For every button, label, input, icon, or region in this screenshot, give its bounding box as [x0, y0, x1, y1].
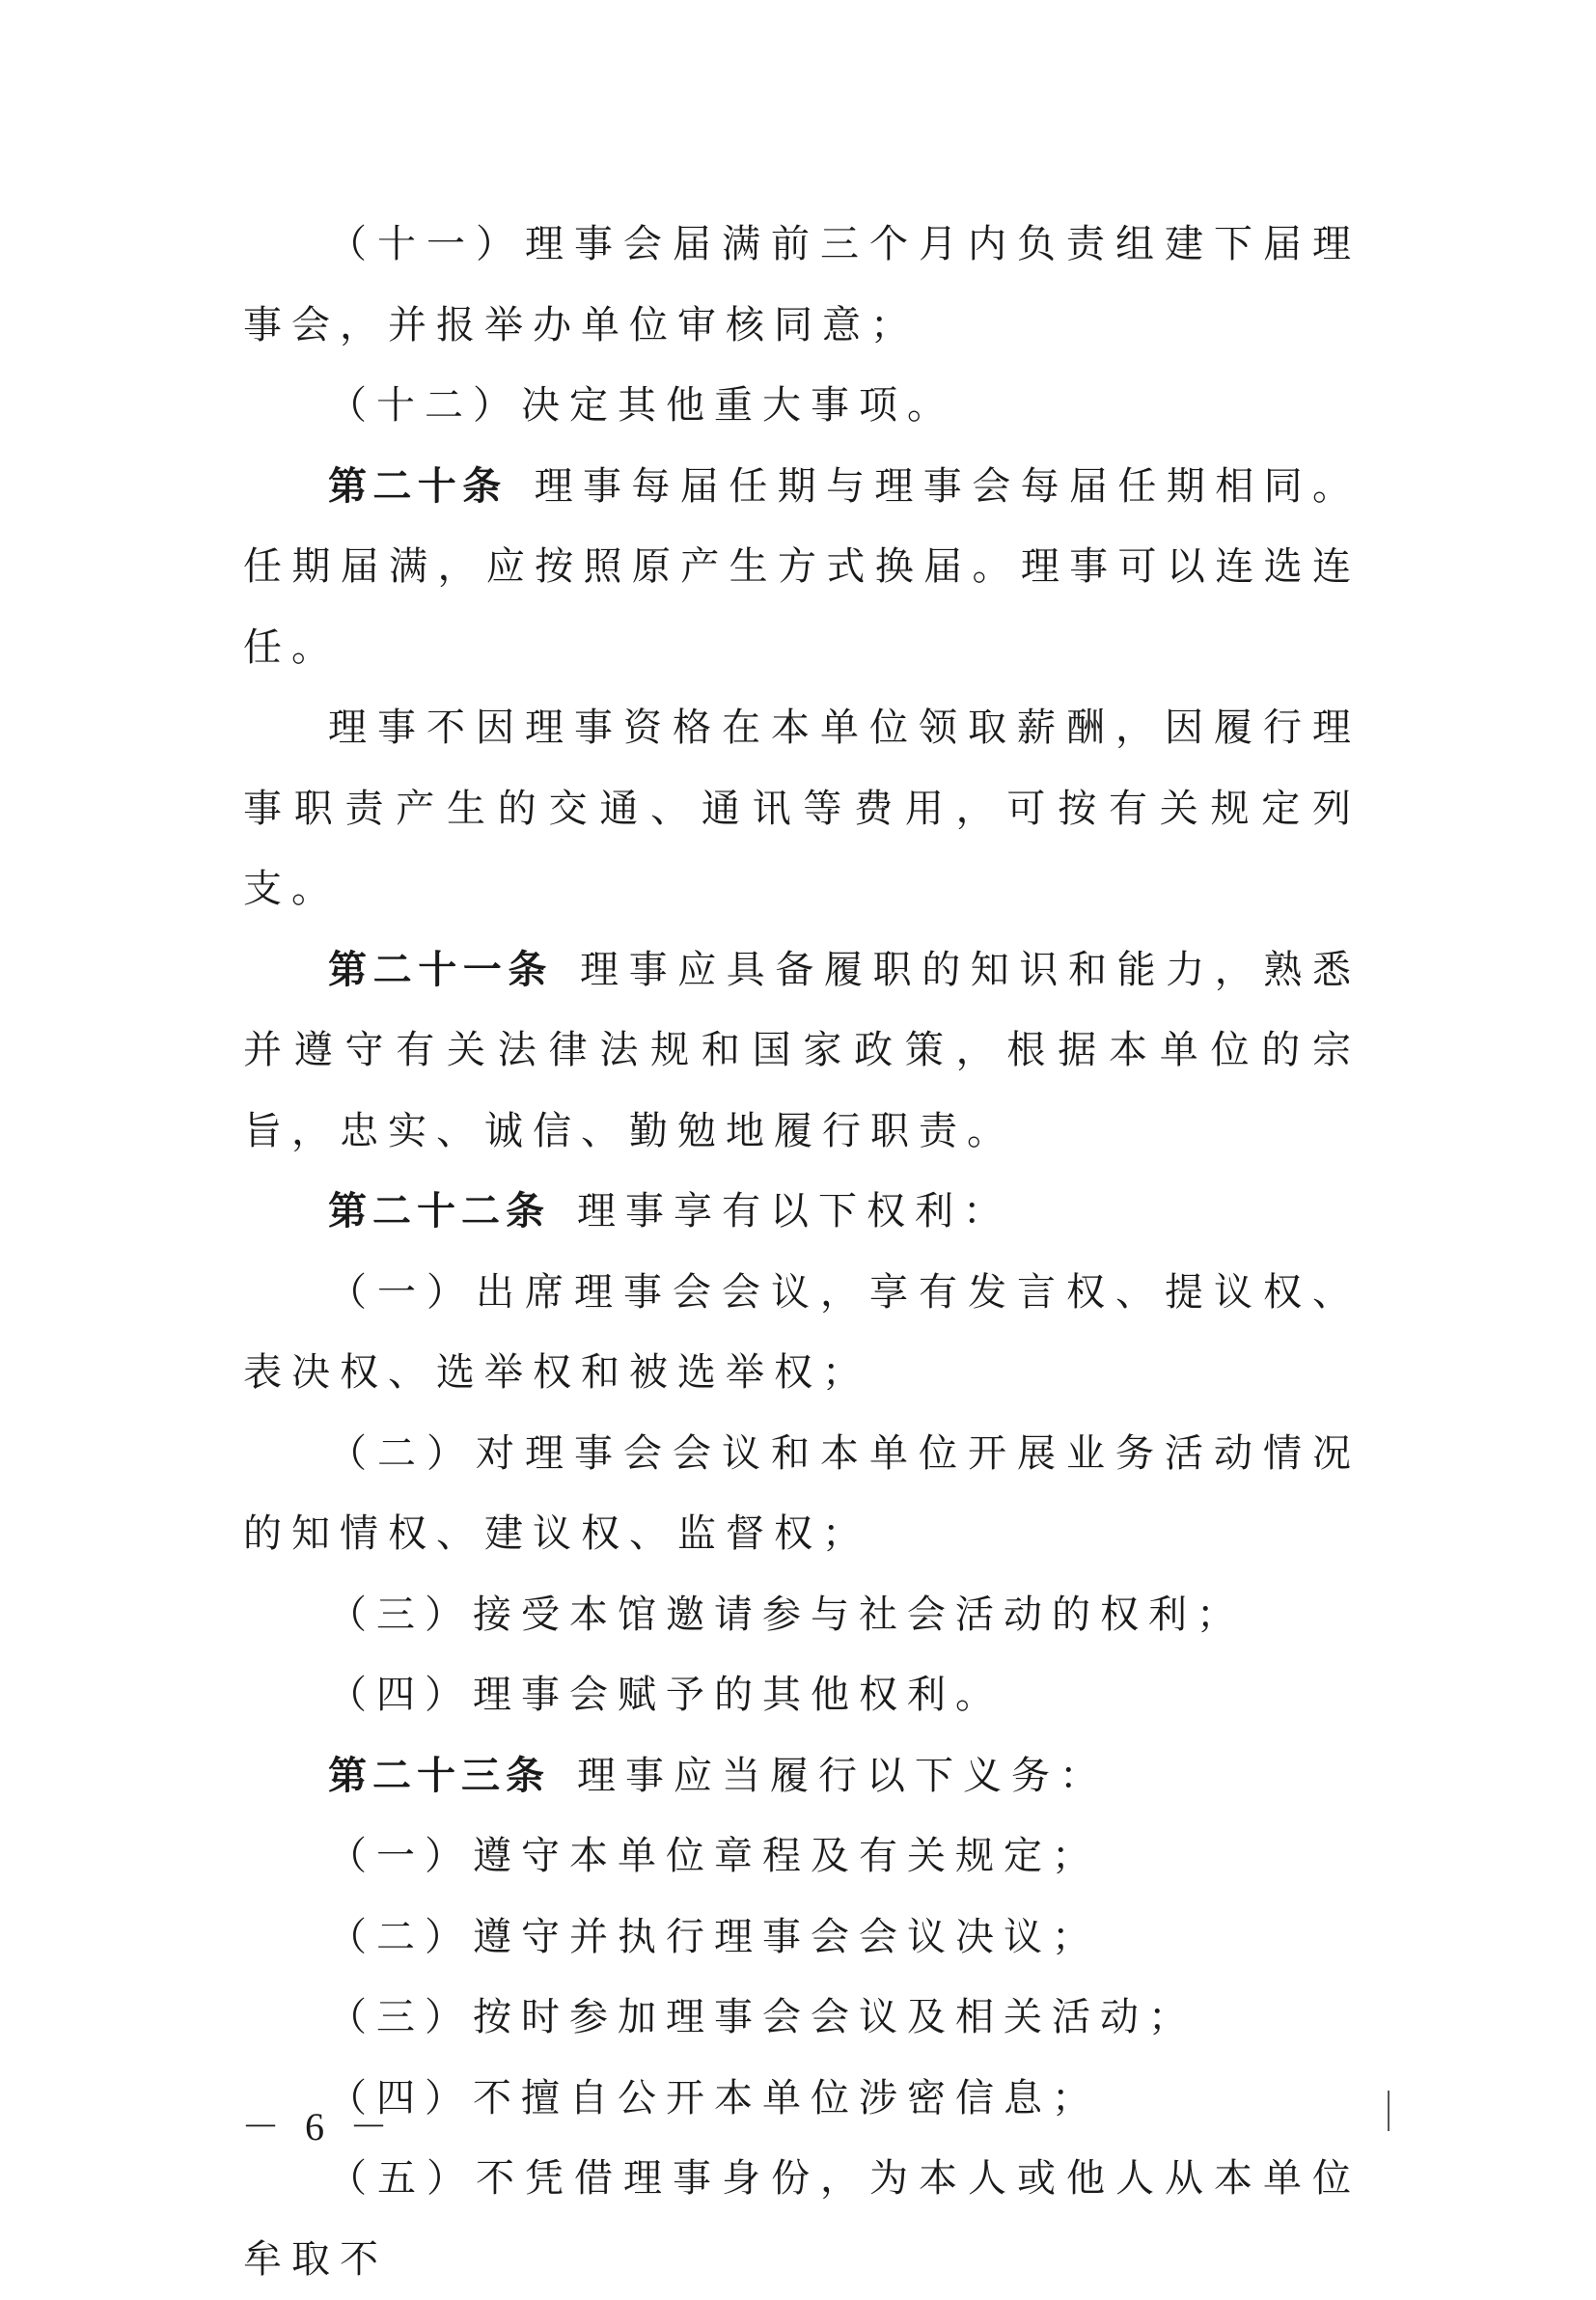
page-number: － 6 －: [241, 2105, 396, 2148]
paragraph-text: 理事享有以下权利：: [577, 1189, 1011, 1233]
binding-line: [1388, 2091, 1390, 2131]
paragraph-text: （四）不擅自公开本单位涉密信息；: [328, 2075, 1100, 2120]
article-heading: 第二十一条: [328, 947, 553, 992]
paragraph: [243, 205, 1361, 366]
paragraph-text: （五）不凭借理事身份，为本人或他人从本单位牟取不: [243, 2156, 1361, 2282]
paragraph: [243, 688, 1361, 930]
paragraph: [243, 2139, 1361, 2300]
paragraph: [243, 2059, 1361, 2140]
paragraph: [243, 1253, 1361, 1414]
paragraph: [243, 366, 1361, 447]
document-body: [243, 205, 1361, 2300]
article-heading: 第二十二条: [328, 1189, 550, 1233]
paragraph: [243, 1575, 1361, 1656]
paragraph-text: （一）出席理事会会议，享有发言权、提议权、表决权、选举权和被选举权；: [243, 1269, 1361, 1395]
paragraph: [243, 1736, 1361, 1817]
paragraph-text: 理事应具备履职的知识和能力，熟悉并遵守有关法律法规和国家政策，根据本单位的宗旨，忠实、诚信、勤勉地履行职责。: [243, 947, 1361, 1153]
paragraph-text: （十一）理事会届满前三个月内负责组建下届理事会，并报举办单位审核同意；: [243, 222, 1361, 347]
article-heading: 第二十三条: [328, 1753, 550, 1798]
paragraph-text: （十二）决定其他重大事项。: [328, 383, 955, 428]
paragraph-text: 理事不因理事资格在本单位领取薪酬，因履行理事职责产生的交通、通讯等费用，可按有关规定列支。: [243, 706, 1361, 911]
paragraph-text: （三）接受本馆邀请参与社会活动的权利；: [328, 1592, 1245, 1637]
paragraph: [243, 930, 1361, 1173]
article-heading: 第二十条: [328, 463, 508, 509]
paragraph-text: （二）遵守并执行理事会会议决议；: [328, 1914, 1100, 1959]
paragraph-text: （三）按时参加理事会会议及相关活动；: [328, 1995, 1197, 2039]
paragraph-text: （一）遵守本单位章程及有关规定；: [328, 1834, 1100, 1878]
paragraph: [243, 1172, 1361, 1253]
paragraph: [243, 447, 1361, 689]
paragraph: [243, 1978, 1361, 2059]
paragraph: [243, 1414, 1361, 1575]
paragraph-text: 理事应当履行以下义务：: [577, 1753, 1108, 1798]
paragraph-text: 理事每届任期与理事会每届任期相同。任期届满，应按照原产生方式换届。理事可以连选连任。: [243, 463, 1362, 670]
paragraph: [243, 1898, 1361, 1979]
paragraph: [243, 1655, 1361, 1736]
paragraph-text: （四）理事会赋予的其他权利。: [328, 1673, 1004, 1717]
paragraph-text: （二）对理事会会议和本单位开展业务活动情况的知情权、建议权、监督权；: [243, 1430, 1361, 1556]
paragraph: [243, 1816, 1361, 1898]
